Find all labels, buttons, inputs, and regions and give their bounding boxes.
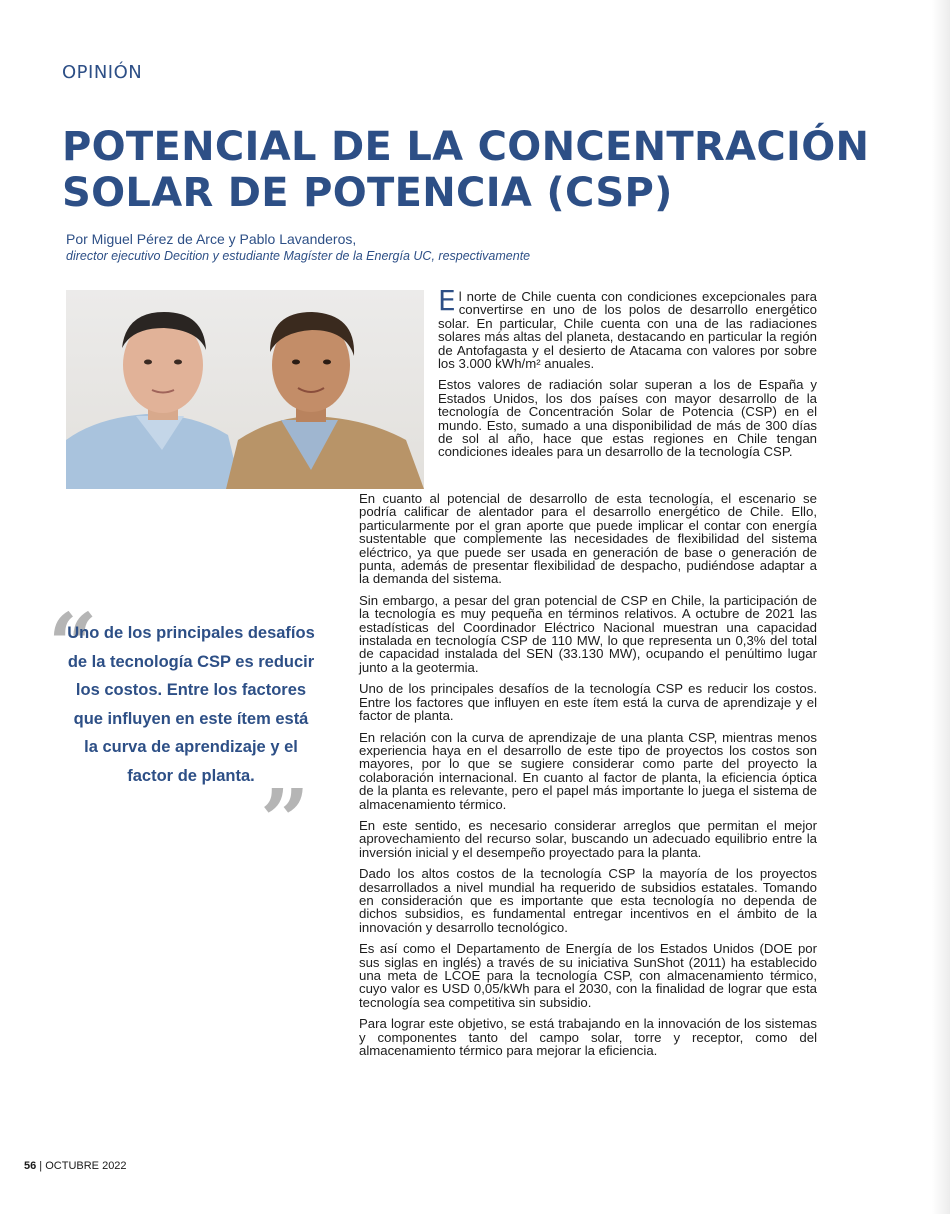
- body-paragraph-3: Uno de los principales desafíos de la tecnología CSP es reducir los costos. Entre los factores que influyen en este ítem está la curva de aprendizaje y el factor de planta.: [359, 681, 817, 724]
- body-paragraph-1: En cuanto al potencial de desarrollo de esta tecnología, el escenario se podría calificar de alentador para el desarrollo energético de Chile. Ello, particularmente por el gran aporte que puede implicar el contar con energía sustentable que complemente las necesidades de flexibilidad del sistema eléctrico, ya que puede ser usada en generación de base o generación de punta, además de presentar flexibilidad de despacho, pudiéndose adaptar a la demanda del sistema.: [359, 491, 817, 587]
- pull-quote-text: Uno de los principales desafíos de la tecnología CSP es reducir los costos. Entre los factores que influyen en este ítem está la curva de aprendizaje y el factor de planta.: [67, 624, 315, 785]
- body-paragraph-8: Para lograr este objetivo, se está trabajando en la innovación de los sistemas y componentes tanto del campo solar, torre y receptor, como del almacenamiento térmico para mejorar la eficiencia.: [359, 1016, 817, 1059]
- article-title-line-2: SOLAR DE POTENCIA (CSP): [62, 170, 673, 216]
- page-footer: [24, 1160, 127, 1172]
- body-paragraph-2: Sin embargo, a pesar del gran potencial de CSP en Chile, la participación de la tecnología es muy pequeña en términos relativos. A octubre de 2021 las estadísticas del Coordinador Eléctrico Nacional muestran una capacidad instalada en tecnología CSP de 110 MW, lo que representa un 0,3% del total de capacidad instalada del SEN (33.130 MW), ocupando el penúltimo lugar junto a la geotermia.: [359, 592, 817, 675]
- authors-photo: [66, 290, 424, 489]
- body-paragraph-5: En este sentido, es necesario considerar arreglos que permitan el mejor aprovechamiento del recurso solar, buscando un adecuado equilibrio entre la inversión inicial y el desempeño proyectado para la planta.: [359, 817, 817, 860]
- byline: [66, 231, 530, 265]
- issue-date: OCTUBRE 2022: [45, 1160, 127, 1172]
- body-paragraph-4: En relación con la curva de aprendizaje de una planta CSP, mientras menos experiencia haya en el desarrollo de este tipo de proyectos los costos son mayores, por lo que se sugiere considerar como parte del proyecto la colaboración internacional. En cuanto al factor de planta, la eficiencia óptica de la planta es relevante, pero el papel más importante lo juega el sistema de almacenamiento térmico.: [359, 729, 817, 812]
- body-column: [359, 492, 817, 1065]
- body-paragraph-7: Es así como el Departamento de Energía de los Estados Unidos (DOE por sus siglas en inglés) a través de su iniciativa SunShot (2011) ha establecido una meta de LCOE para la tecnología CSP, con almacenamiento térmico, cuyo valor es USD 0,05/kWh para el 2030, con la finalidad de lograr que esta tecnología sea competitiva sin subsidio.: [359, 941, 817, 1010]
- footer-separator: |: [36, 1160, 46, 1172]
- byline-authors: Por Miguel Pérez de Arce y Pablo Lavanderos,: [66, 231, 357, 247]
- body-paragraph-6: Dado los altos costos de la tecnología CSP la mayoría de los proyectos desarrollados a nivel mundial ha requerido de subsidios estatales. Tomando en consideración que es importante que esta tecnología no dependa de dichos subsidios, es fundamental entregar incentivos en el ámbito de la innovación y desarrollo tecnológico.: [359, 866, 817, 935]
- intro-paragraph-1-text: l norte de Chile cuenta con condiciones excepcionales para convertirse en uno de los polos de desarrollo energético solar. En particular, Chile cuenta con una de las radiaciones solares más altas del planeta, destacando en particular la región de Antofagasta y el desierto de Atacama con valores por sobre los 3.000 kWh/m² anuales.: [438, 289, 817, 372]
- intro-paragraph-1: [438, 284, 817, 372]
- intro-paragraph-2: Estos valores de radiación solar superan a los de España y Estados Unidos, los dos países con mayor desarrollo de la tecnología de Concentración Solar de Potencia (CSP) en el mundo. Esto, sumado a una disponibilidad de más de 300 días de sol al año, hace que estas regiones en Chile tengan condiciones ideales para un desarrollo de la tecnología CSP.: [438, 377, 817, 460]
- right-person-figure: [226, 312, 424, 489]
- pull-quote: [48, 595, 338, 872]
- page-edge-shadow: [932, 0, 950, 1214]
- article-title-line-1: POTENCIAL DE LA CONCENTRACIÓN: [62, 124, 870, 170]
- page-number: 56: [24, 1160, 37, 1172]
- left-person-figure: [66, 312, 241, 489]
- open-quote-icon: “: [48, 595, 98, 696]
- byline-roles: director ejecutivo Decition y estudiante Magíster de la Energía UC, respectivamente: [66, 249, 531, 263]
- intro-column: [438, 284, 817, 467]
- section-label: OPINIÓN: [62, 62, 143, 83]
- close-quote-icon: ”: [260, 771, 310, 872]
- drop-cap: E: [438, 284, 456, 317]
- article-title: [62, 124, 922, 216]
